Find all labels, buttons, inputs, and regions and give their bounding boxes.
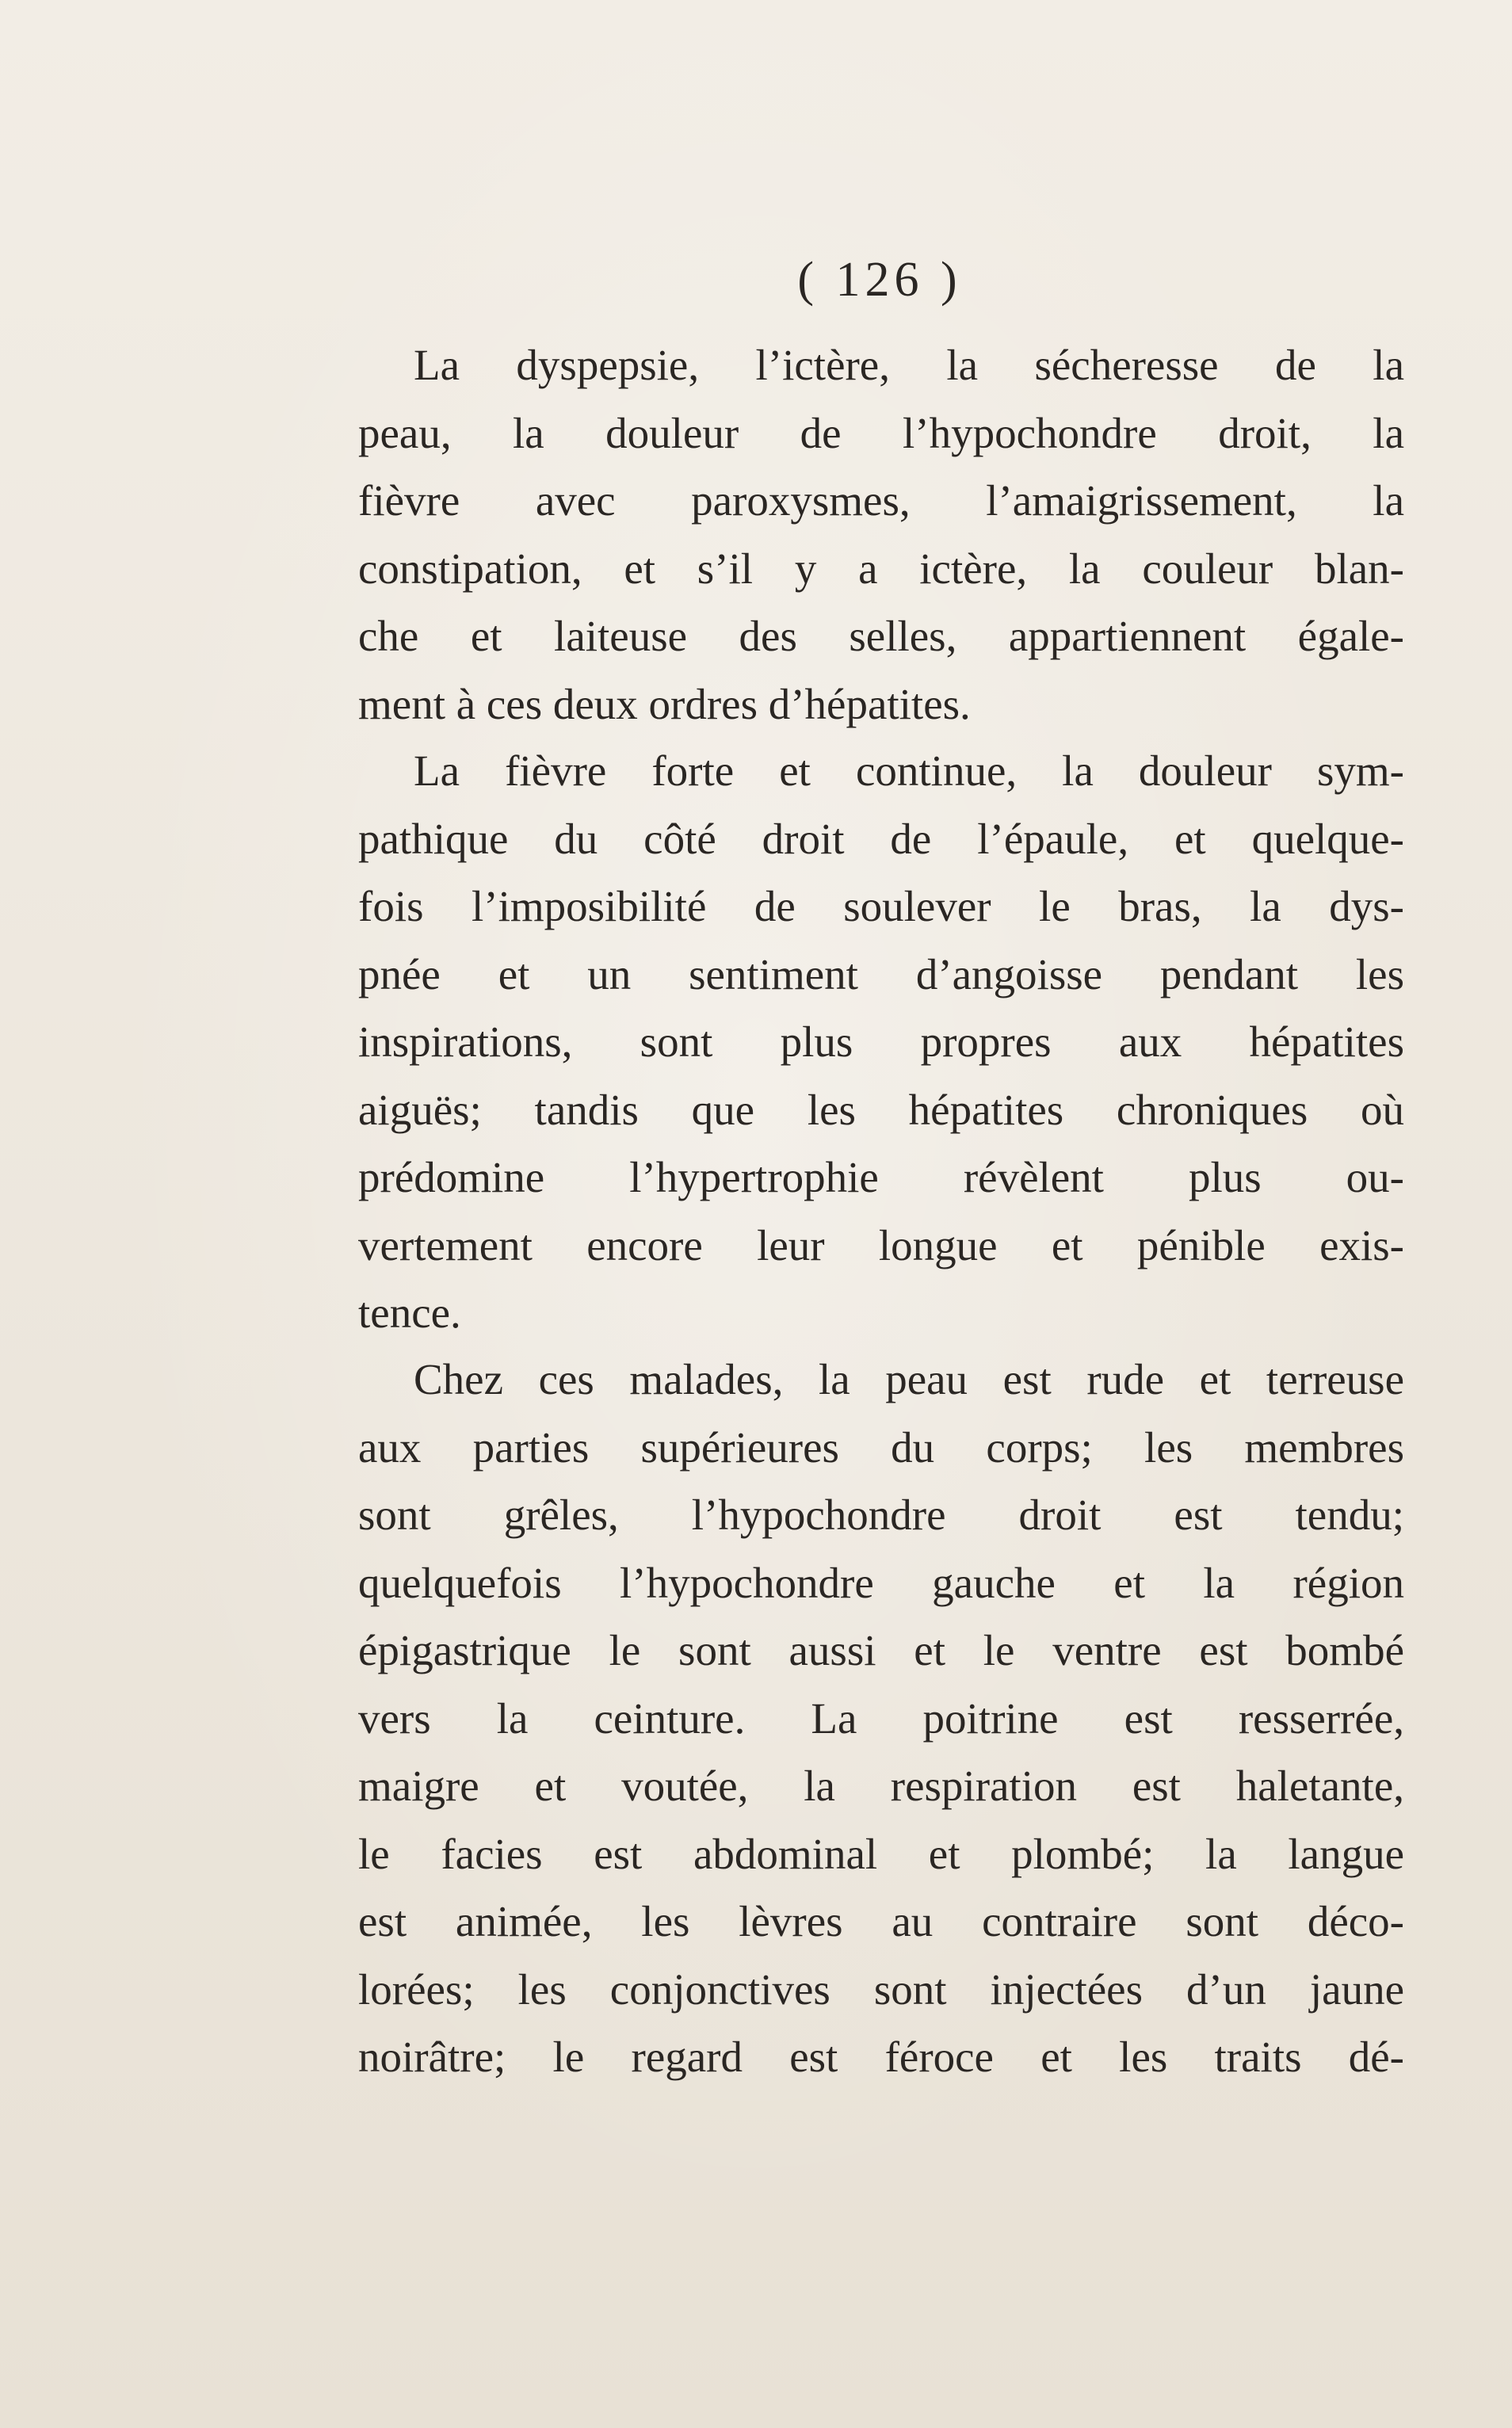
text-line: pnée et un sentiment d’angoisse pendant les — [358, 949, 1404, 998]
paragraph-1 — [358, 331, 1404, 738]
text-line: pathique du côté droit de l’épaule, et quelque- — [358, 814, 1404, 863]
paragraph-2 — [358, 737, 1404, 1347]
text-line: prédomine l’hypertrophie révèlent plus ou- — [358, 1153, 1404, 1201]
text-line: Chez ces malades, la peau est rude et terreuse — [414, 1355, 1404, 1403]
text-line: peau, la douleur de l’hypochondre droit, la — [358, 408, 1404, 457]
page-number: ( 126 ) — [797, 253, 962, 307]
text-line: sont grêles, l’hypochondre droit est tendu; — [358, 1491, 1404, 1539]
text-line: fois l’imposibilité de soulever le bras, la dys- — [358, 882, 1404, 930]
text-line: quelquefois l’hypochondre gauche et la région — [358, 1558, 1404, 1607]
text-line: vers la ceinture. La poitrine est resserrée, — [358, 1693, 1404, 1743]
text-line: La fièvre forte et continue, la douleur sym- — [414, 746, 1404, 795]
text-line: épigastrique le sont aussi et le ventre est bombé — [358, 1626, 1404, 1674]
text-line: maigre et voutée, la respiration est haletante, — [358, 1762, 1404, 1810]
text-line: vertement encore leur longue et pénible exis- — [358, 1220, 1404, 1269]
text-line: est animée, les lèvres au contraire sont déco- — [358, 1897, 1404, 1945]
text-line: che et laiteuse des selles, appartiennent égale- — [358, 612, 1404, 660]
text-line: ment à ces deux ordres d’hépatites. — [358, 679, 971, 728]
text-line: aux parties supérieures du corps; les membres — [358, 1422, 1404, 1472]
text-line: le facies est abdominal et plombé; la langue — [358, 1829, 1404, 1878]
text-line: aiguës; tandis que les hépatites chroniques où — [358, 1085, 1404, 1134]
text-line: lorées; les conjonctives sont injectées d’un jaune — [358, 1964, 1404, 2014]
text-line: La dyspepsie, l’ictère, la sécheresse de la — [414, 341, 1404, 389]
text-line: fièvre avec paroxysmes, l’amaigrissement, la — [358, 476, 1404, 525]
text-line: tence. — [358, 1288, 461, 1337]
paragraph-3 — [358, 1346, 1404, 2091]
text-line: noirâtre; le regard est féroce et les traits dé- — [358, 2033, 1404, 2081]
text-line: constipation, et s’il y a ictère, la couleur blan- — [358, 544, 1404, 593]
text-line: inspirations, sont plus propres aux hépatites — [358, 1017, 1404, 1066]
